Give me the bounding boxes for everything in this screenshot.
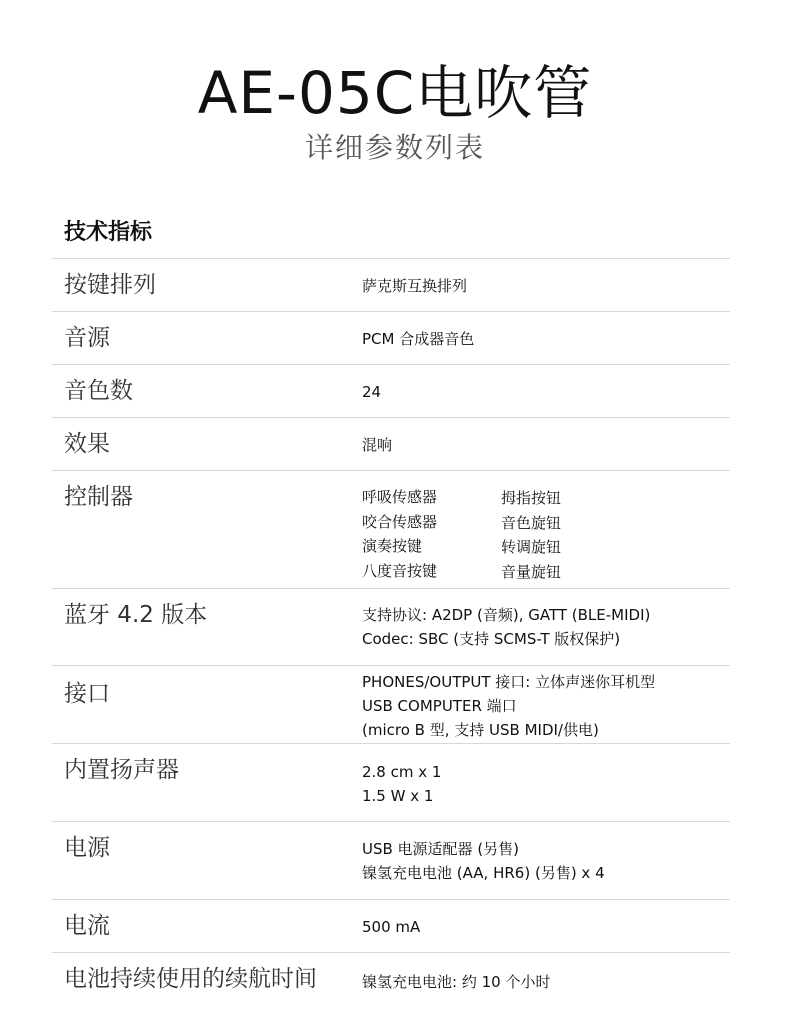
spec-row-interfaces bbox=[52, 666, 730, 744]
page-subtitle: 详细参数列表 bbox=[304, 131, 485, 164]
spec-value bbox=[362, 603, 650, 651]
spec-value bbox=[362, 274, 467, 298]
controllers-column-left bbox=[362, 485, 501, 584]
spec-label: 电源 bbox=[64, 835, 110, 861]
spec-row-current bbox=[52, 900, 730, 953]
spec-table bbox=[52, 258, 730, 1013]
spec-row-bluetooth bbox=[52, 589, 730, 666]
spec-row-speaker bbox=[52, 744, 730, 822]
controller-item: 咬合传感器 bbox=[362, 512, 438, 531]
spec-value bbox=[362, 915, 420, 939]
spec-label: 电流 bbox=[64, 913, 110, 939]
controllers-grid bbox=[362, 485, 561, 584]
spec-label: 按键排列 bbox=[64, 272, 156, 298]
spec-row-effects bbox=[52, 418, 730, 471]
spec-value bbox=[362, 433, 392, 457]
spec-row-sound-source bbox=[52, 312, 730, 365]
spec-label: 电池持续使用的续航时间 bbox=[64, 966, 317, 992]
spec-value-line: 混响 bbox=[362, 436, 393, 454]
spec-value-line: USB 电源适配器 (另售) bbox=[362, 840, 520, 858]
spec-row-controllers bbox=[52, 471, 730, 589]
controller-item: 转调旋钮 bbox=[501, 538, 562, 556]
spec-value-line: Codec: SBC (支持 SCMS-T 版权保护) bbox=[362, 630, 621, 648]
spec-value-line: 镍氢充电电池: 约 10 个小时 bbox=[362, 973, 551, 991]
spec-value bbox=[362, 970, 550, 994]
spec-value-line: 1.5 W x 1 bbox=[362, 787, 434, 805]
spec-value bbox=[362, 670, 655, 742]
section-heading: 技术指标 bbox=[64, 220, 153, 245]
controller-item: 演奏按键 bbox=[362, 537, 423, 555]
spec-value-line: PHONES/OUTPUT 接口: 立体声迷你耳机型 bbox=[362, 673, 656, 691]
spec-value bbox=[362, 380, 381, 404]
spec-row-tone-count bbox=[52, 365, 730, 418]
controller-item: 呼吸传感器 bbox=[362, 488, 438, 506]
spec-value-line: 支持协议: A2DP (音频), GATT (BLE-MIDI) bbox=[362, 606, 651, 624]
controller-item: 拇指按钮 bbox=[501, 489, 562, 507]
spec-label: 内置扬声器 bbox=[64, 757, 179, 783]
controllers-column-right bbox=[501, 486, 561, 584]
spec-label: 音源 bbox=[64, 325, 110, 351]
controller-item: 八度音按键 bbox=[362, 561, 438, 580]
spec-label: 音色数 bbox=[64, 378, 133, 404]
spec-label: 接口 bbox=[64, 681, 110, 707]
controller-item: 音色旋钮 bbox=[501, 513, 562, 532]
spec-row-power bbox=[52, 822, 730, 900]
spec-value-line: 2.8 cm x 1 bbox=[362, 763, 442, 781]
spec-value-line: 500 mA bbox=[362, 918, 421, 936]
spec-value-line: PCM 合成器音色 bbox=[362, 330, 475, 348]
product-title: AE-05C电吹管 bbox=[197, 59, 593, 127]
spec-label: 蓝牙 4.2 版本 bbox=[64, 602, 208, 628]
spec-value-line: 24 bbox=[362, 383, 382, 401]
spec-value bbox=[362, 760, 441, 808]
spec-value bbox=[362, 327, 474, 351]
controller-item: 音量旋钮 bbox=[501, 562, 562, 581]
spec-label: 效果 bbox=[64, 431, 110, 457]
spec-row-key-layout bbox=[52, 259, 730, 312]
spec-value bbox=[362, 837, 605, 885]
spec-value-line: 镍氢充电电池 (AA, HR6) (另售) x 4 bbox=[362, 864, 605, 882]
spec-value-line: (micro B 型, 支持 USB MIDI/供电) bbox=[362, 721, 599, 739]
spec-row-battery-life bbox=[52, 953, 730, 1013]
spec-value-line: 萨克斯互换排列 bbox=[362, 277, 468, 295]
spec-label: 控制器 bbox=[64, 484, 133, 510]
spec-value-line: USB COMPUTER 端口 bbox=[362, 697, 517, 715]
